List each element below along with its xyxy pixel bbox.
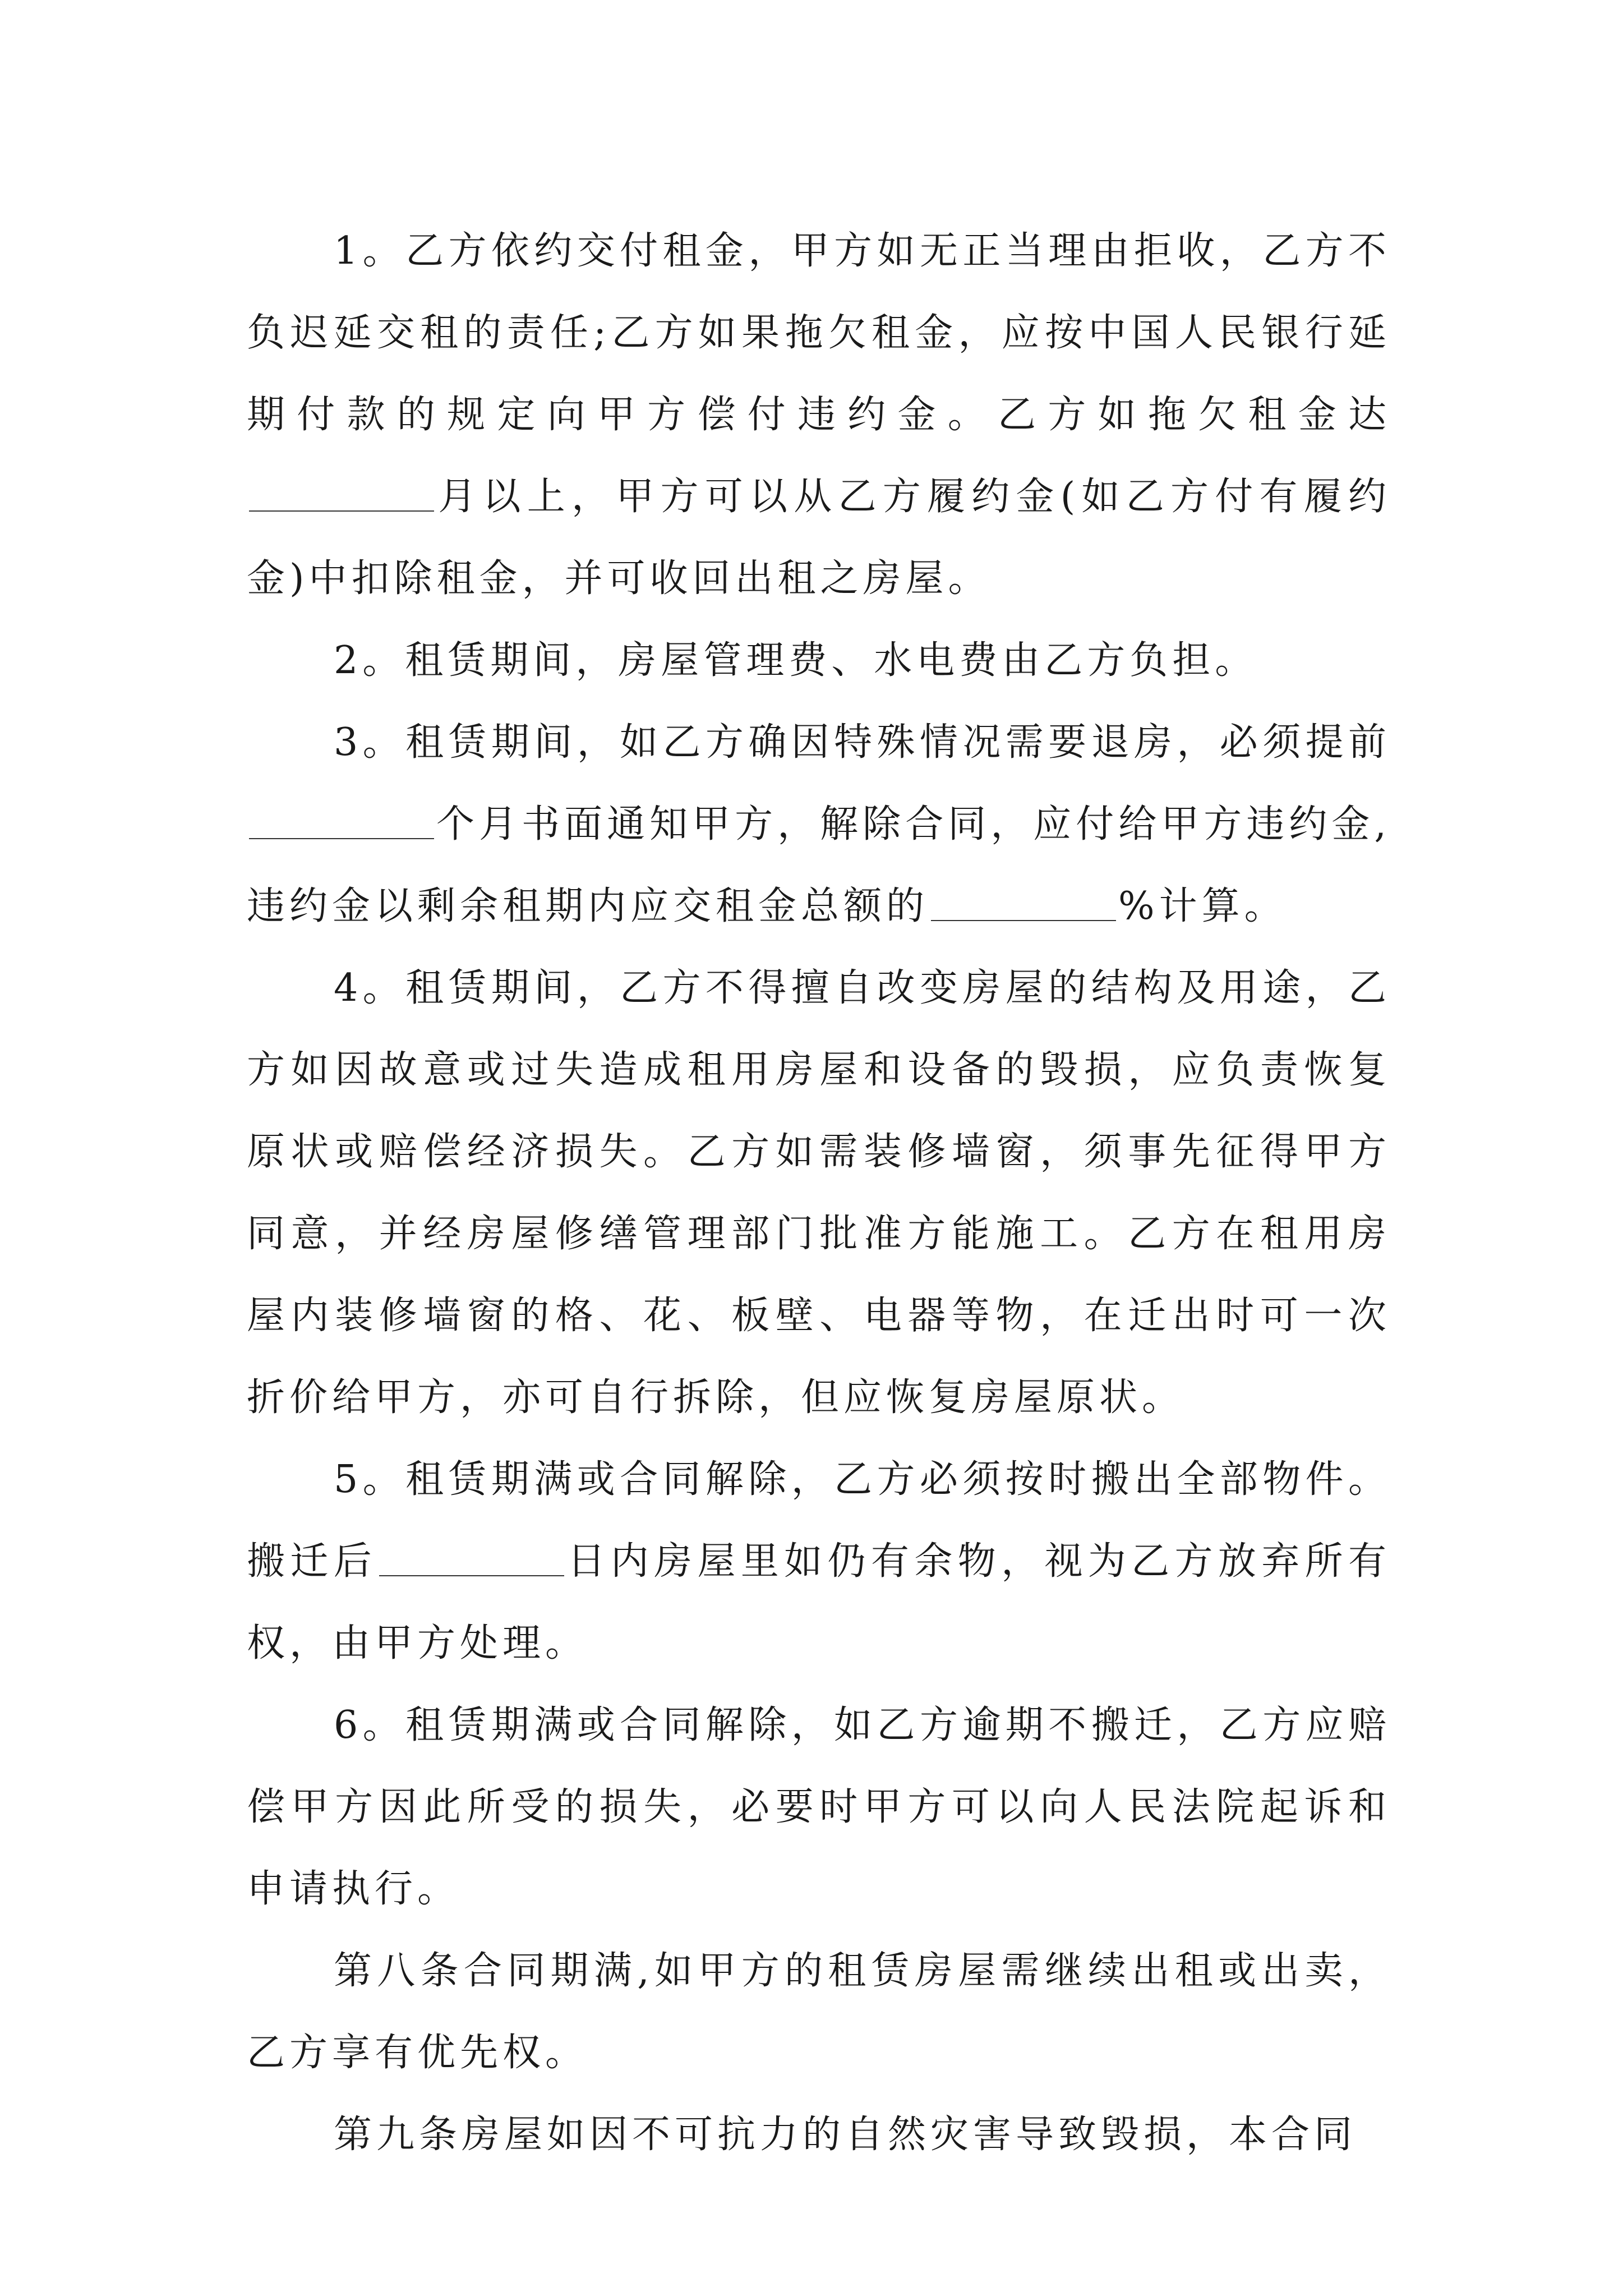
clause-4-text: 4。租赁期间，乙方不得擅自改变房屋的结构及用途，乙方如因故意或过失造成租用房屋和设备的毁损，应负责恢复原状或赔偿经济损失。乙方如需装修墙窗，须事先征得甲方同意，并经房屋修缮管理部门批准方能施工。乙方在租用房屋内装修墙窗的格、花、板壁、电器等物，在迁出时可一次折价给甲方，亦可自行拆除，但应恢复房屋原状。: [247, 966, 1391, 1420]
paragraph-clause-1: [247, 210, 1391, 620]
clause-6-text: 6。租赁期满或合同解除，如乙方逾期不搬迁，乙方应赔偿甲方因此所受的损失，必要时甲方可以向人民法院起诉和申请执行。: [247, 1703, 1391, 1911]
paragraph-clause-3: [247, 702, 1391, 947]
clause-1-text-b: 月以上，甲方可以从乙方履约金(如乙方付有履约金)中扣除租金，并可收回出租之房屋。: [247, 475, 1391, 601]
clause-5-text-a: 5。租赁期满或合同解除，乙方必须按时搬出全部物件。搬迁后: [247, 1457, 1391, 1584]
clause-5-text-b: 日内房屋里如仍有余物，视为乙方放弃所有权，由甲方处理。: [247, 1539, 1391, 1665]
clause-2-text: 2。租赁期间，房屋管理费、水电费由乙方负担。: [334, 638, 1258, 683]
paragraph-article-9: [247, 2094, 1391, 2176]
blank-line: [249, 800, 434, 839]
blank-line: [931, 882, 1116, 921]
document-body: [247, 210, 1391, 2176]
paragraph-clause-2: [247, 620, 1391, 702]
clause-3-text-b: 个月书面通知甲方，解除合同，应付给甲方违约金,违约金以剩余租期内应交租金总额的: [247, 802, 1391, 928]
paragraph-article-8: [247, 1930, 1391, 2094]
clause-1-text-a: 1。乙方依约交付租金，甲方如无正当理由拒收，乙方不负迟延交租的责任;乙方如果拖欠租金，应按中国人民银行延期付款的规定向甲方偿付违约金。乙方如拖欠租金达: [247, 229, 1391, 437]
paragraph-clause-4: [247, 947, 1391, 1439]
clause-3-text-c: %计算。: [1118, 884, 1287, 928]
article-8-text: 第八条合同期满,如甲方的租赁房屋需继续出租或出卖，乙方享有优先权。: [247, 1949, 1391, 2075]
article-9-text: 第九条房屋如因不可抗力的自然灾害导致毁损，本合同: [334, 2113, 1357, 2157]
paragraph-clause-6: [247, 1685, 1391, 1930]
blank-line: [379, 1537, 564, 1576]
blank-line: [249, 472, 434, 512]
clause-3-text-a: 3。租赁期间，如乙方确因特殊情况需要退房，必须提前: [334, 720, 1391, 765]
paragraph-clause-5: [247, 1439, 1391, 1685]
